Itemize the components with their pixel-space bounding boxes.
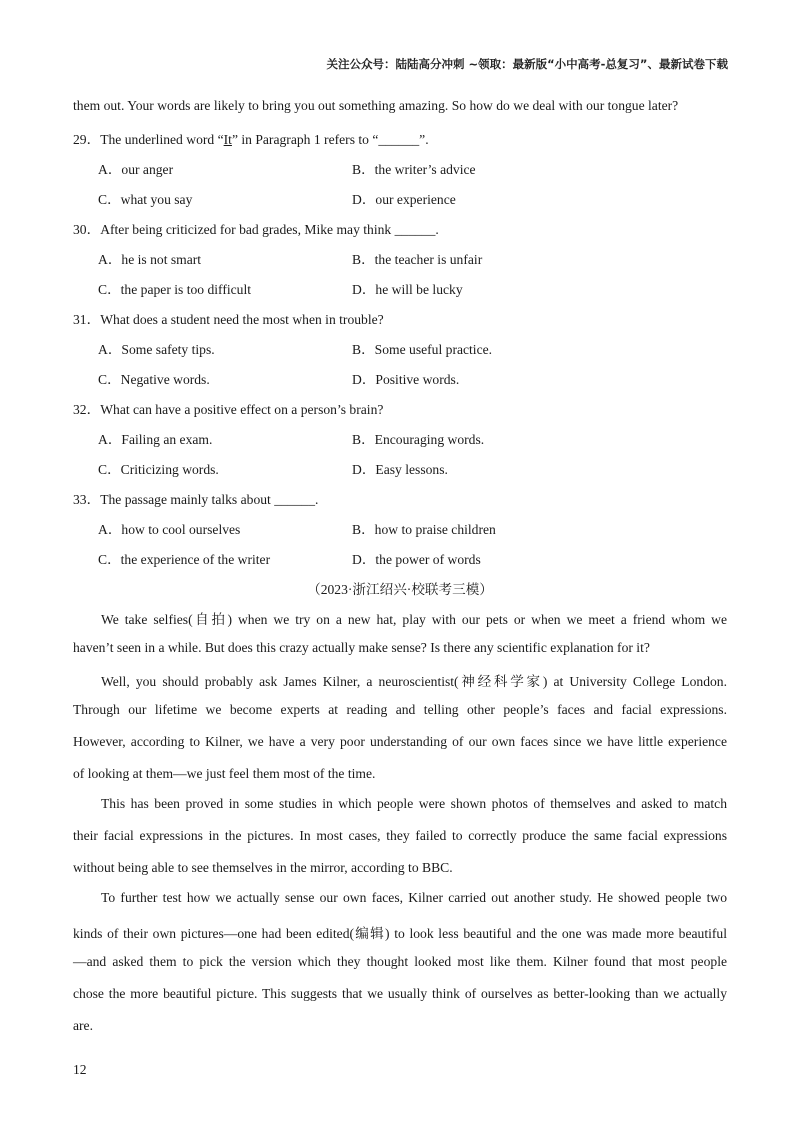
option-a[interactable]: A．he is not smart xyxy=(98,252,202,267)
question-30 xyxy=(73,218,439,238)
passage-line: This has been proved in some studies in which people were shown photos of themselves and asked to match xyxy=(101,796,727,811)
question-31 xyxy=(73,308,384,328)
option-d[interactable]: D．Easy lessons. xyxy=(352,462,448,477)
option-d[interactable]: D．our experience xyxy=(352,192,456,207)
option-b[interactable]: B．the writer’s advice xyxy=(352,162,476,177)
question-number: 31． xyxy=(73,312,101,327)
option-b[interactable]: B．how to praise children xyxy=(352,522,496,537)
passage-line: Well, you should probably ask James Kilner, a neuroscientist(神经科学家) at University College London. xyxy=(101,674,727,689)
option-c[interactable]: C．the paper is too difficult xyxy=(98,282,252,297)
option-b[interactable]: B．Encouraging words. xyxy=(352,432,485,447)
passage-line: their facial expressions in the pictures. In most cases, they failed to correctly produce the same facial expressions xyxy=(73,828,727,843)
passage-line: are. xyxy=(73,1018,93,1033)
passage-line: —and asked them to pick the version which they thought looked most like them. Kilner found that most people xyxy=(73,954,727,969)
question-number: 30． xyxy=(73,222,101,237)
question-stem-post: ” in Paragraph 1 refers to “______”. xyxy=(231,132,429,147)
passage-line: of looking at them—we just feel them most of the time. xyxy=(73,766,376,781)
option-b[interactable]: B．the teacher is unfair xyxy=(352,252,483,267)
passage-line: However, according to Kilner, we have a very poor understanding of our own faces since we have little experience xyxy=(73,734,727,749)
option-a[interactable]: A．Some safety tips. xyxy=(98,342,215,357)
page-number: 12 xyxy=(73,1062,87,1077)
question-stem-pre: The underlined word “ xyxy=(100,132,224,147)
option-c[interactable]: C．what you say xyxy=(98,192,193,207)
passage-line: Through our lifetime we become experts at reading and telling other people’s faces and facial expressions. xyxy=(73,702,727,717)
option-c[interactable]: C．the experience of the writer xyxy=(98,552,271,567)
question-number: 29． xyxy=(73,132,101,147)
passage-line: chose the more beautiful picture. This suggests that we usually think of ourselves as better-looking than we actually xyxy=(73,986,727,1001)
option-c[interactable]: C．Negative words. xyxy=(98,372,210,387)
option-a[interactable]: A．Failing an exam. xyxy=(98,432,213,447)
passage-line: without being able to see themselves in the mirror, according to BBC. xyxy=(73,860,453,875)
intro-tail-text: them out. Your words are likely to bring you out something amazing. So how do we deal with our tongue later? xyxy=(73,98,679,113)
underlined-word: It xyxy=(223,132,232,147)
option-a[interactable]: A．our anger xyxy=(98,162,174,177)
question-32 xyxy=(73,398,383,418)
passage-line: To further test how we actually sense our own faces, Kilner carried out another study. He showed people two xyxy=(101,890,727,905)
question-stem: After being criticized for bad grades, Mike may think ______. xyxy=(100,222,439,237)
question-stem: The passage mainly talks about ______. xyxy=(100,492,319,507)
option-c[interactable]: C．Criticizing words. xyxy=(98,462,219,477)
question-33 xyxy=(73,488,318,508)
option-d[interactable]: D．Positive words. xyxy=(352,372,460,387)
question-stem: What does a student need the most when in trouble? xyxy=(100,312,384,327)
question-stem: What can have a positive effect on a person’s brain? xyxy=(100,402,384,417)
question-number: 32． xyxy=(73,402,101,417)
option-b[interactable]: B．Some useful practice. xyxy=(352,342,493,357)
question-29 xyxy=(73,128,429,148)
page-header: 关注公众号：陆陆高分冲刺 ~领取：最新版“小中高考-总复习”、最新试卷下载 xyxy=(326,57,728,71)
question-number: 33． xyxy=(73,492,101,507)
passage-line: kinds of their own pictures—one had been edited(编辑) to look less beautiful and the one was made more beautiful xyxy=(73,926,727,941)
option-d[interactable]: D．he will be lucky xyxy=(352,282,463,297)
passage-source: （2023·浙江绍兴·校联考三模） xyxy=(307,582,493,597)
option-a[interactable]: A．how to cool ourselves xyxy=(98,522,241,537)
passage-line: haven’t seen in a while. But does this crazy actually make sense? Is there any scientific explanation for it? xyxy=(73,640,650,655)
option-d[interactable]: D．the power of words xyxy=(352,552,481,567)
passage-line: We take selfies(自拍) when we try on a new hat, play with our pets or when we meet a friend whom we xyxy=(101,612,727,627)
